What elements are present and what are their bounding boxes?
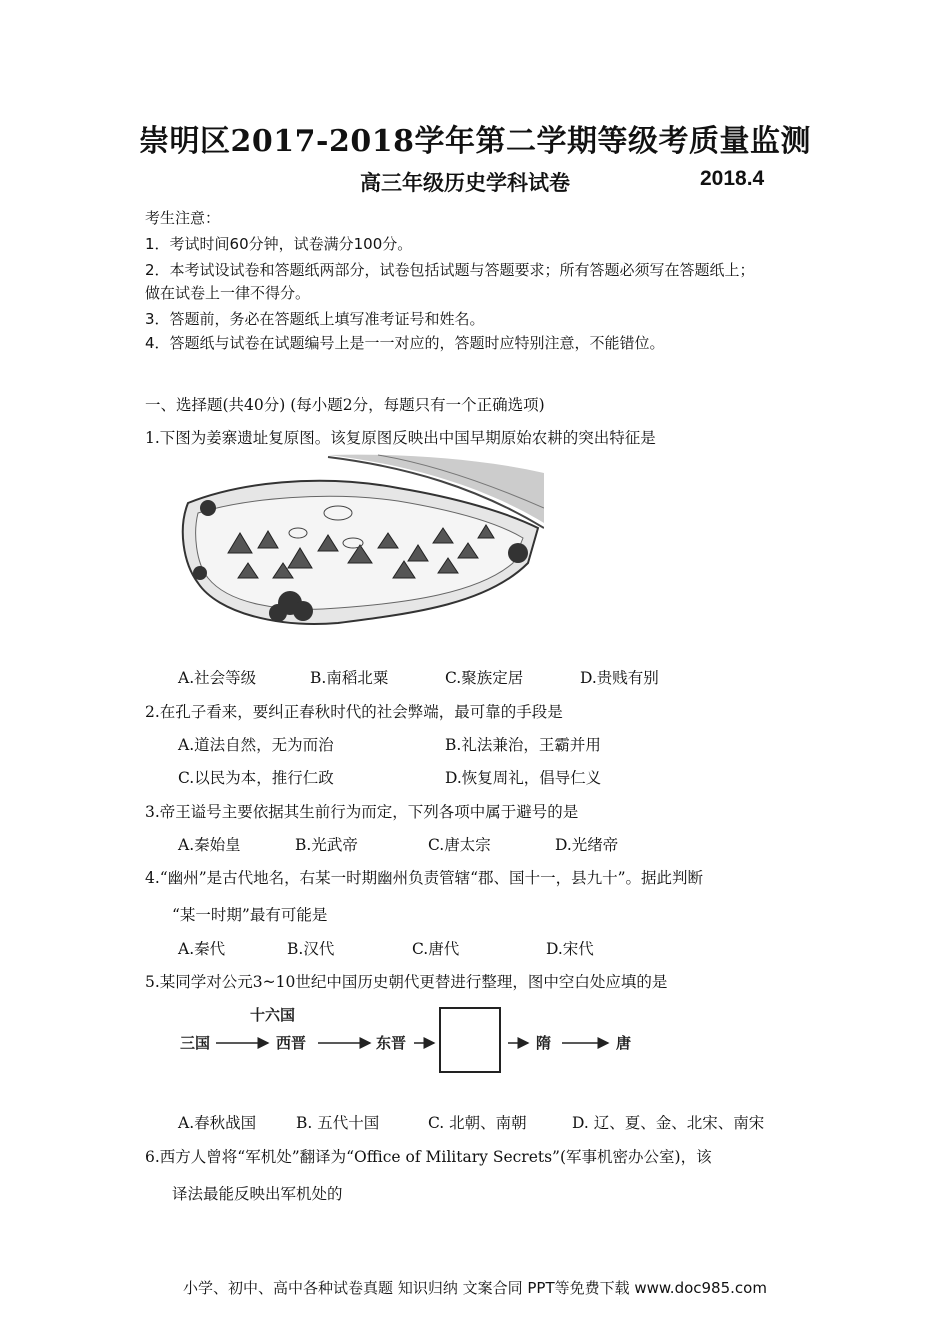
timeline-label-sixteen-kingdoms: 十六国	[250, 1006, 296, 1024]
q2-option-a: A.道法自然，无为而治	[178, 736, 334, 754]
jiangzhai-site-illustration	[178, 453, 544, 649]
notice-item: 1．考试时间60分钟，试卷满分100分。	[145, 235, 413, 253]
timeline-node-sui: 隋	[536, 1034, 552, 1052]
question-6-stem-continued: 译法最能反映出军机处的	[172, 1185, 343, 1203]
section-heading: 一、选择题(共40分) (每小题2分，每题只有一个正确选项)	[145, 396, 545, 414]
q4-option-d: D.宋代	[546, 940, 594, 958]
q1-option-d: D.贵贱有别	[580, 669, 659, 687]
q3-option-b: B.光武帝	[295, 836, 358, 854]
question-1-stem: 1.下图为姜寨遗址复原图。该复原图反映出中国早期原始农耕的突出特征是	[145, 429, 656, 447]
timeline-node-three-kingdoms: 三国	[180, 1034, 211, 1052]
q2-option-d: D.恢复周礼，倡导仁义	[445, 769, 602, 787]
page-subtitle: 高三年级历史学科试卷	[360, 170, 570, 195]
question-5-stem: 5.某同学对公元3~10世纪中国历史朝代更替进行整理，图中空白处应填的是	[145, 973, 668, 991]
question-3-stem: 3.帝王谥号主要依据其生前行为而定，下列各项中属于避号的是	[145, 803, 579, 821]
timeline-blank-box	[440, 1008, 500, 1072]
q2-option-c: C.以民为本，推行仁政	[178, 769, 334, 787]
footer-text: 小学、初中、高中各种试卷真题 知识归纳 文案合同 PPT等免费下载 www.doc985.com	[183, 1279, 767, 1297]
q4-option-a: A.秦代	[178, 940, 226, 958]
q3-option-a: A.秦始皇	[178, 836, 241, 854]
q5-option-b: B. 五代十国	[296, 1114, 380, 1132]
question-4-stem: 4.“幽州”是古代地名，右某一时期幽州负责管辖“郡、国十一，县九十”。据此判断	[145, 869, 703, 887]
question-6-stem: 6.西方人曾将“军机处”翻译为“Office of Military Secrets”(军事机密办公室)，该	[145, 1148, 712, 1166]
q5-option-c: C. 北朝、南朝	[428, 1114, 527, 1132]
dynasty-timeline-diagram	[178, 1000, 638, 1078]
exam-date: 2018.4	[700, 167, 765, 190]
timeline-node-tang: 唐	[616, 1034, 632, 1052]
q1-option-a: A.社会等级	[178, 669, 257, 687]
q1-option-b: B.南稻北粟	[310, 669, 389, 687]
q1-option-c: C.聚族定居	[445, 669, 524, 687]
q5-option-a: A.春秋战国	[178, 1114, 257, 1132]
notice-item: 2．本考试设试卷和答题纸两部分，试卷包括试题与答题要求；所有答题必须写在答题纸上；	[145, 261, 755, 279]
q3-option-d: D.光绪帝	[555, 836, 619, 854]
timeline-node-eastern-jin: 东晋	[376, 1034, 407, 1052]
q4-option-c: C.唐代	[412, 940, 460, 958]
q2-option-b: B.礼法兼治，王霸并用	[445, 736, 601, 754]
question-2-stem: 2.在孔子看来，要纠正春秋时代的社会弊端，最可靠的手段是	[145, 703, 563, 721]
timeline-node-western-jin: 西晋	[276, 1034, 307, 1052]
notice-item: 4．答题纸与试卷在试题编号上是一一对应的，答题时应特别注意，不能错位。	[145, 334, 665, 352]
q4-option-b: B.汉代	[287, 940, 335, 958]
notice-item: 做在试卷上一律不得分。	[145, 284, 311, 302]
q3-option-c: C.唐太宗	[428, 836, 491, 854]
notice-heading: 考生注意：	[145, 209, 221, 227]
page-title: 崇明区2017-2018学年第二学期等级考质量监测	[139, 124, 811, 159]
q5-option-d: D. 辽、夏、金、北宋、南宋	[572, 1114, 765, 1132]
question-4-stem-continued: “某一时期”最有可能是	[172, 906, 328, 924]
notice-item: 3．答题前，务必在答题纸上填写准考证号和姓名。	[145, 310, 485, 328]
